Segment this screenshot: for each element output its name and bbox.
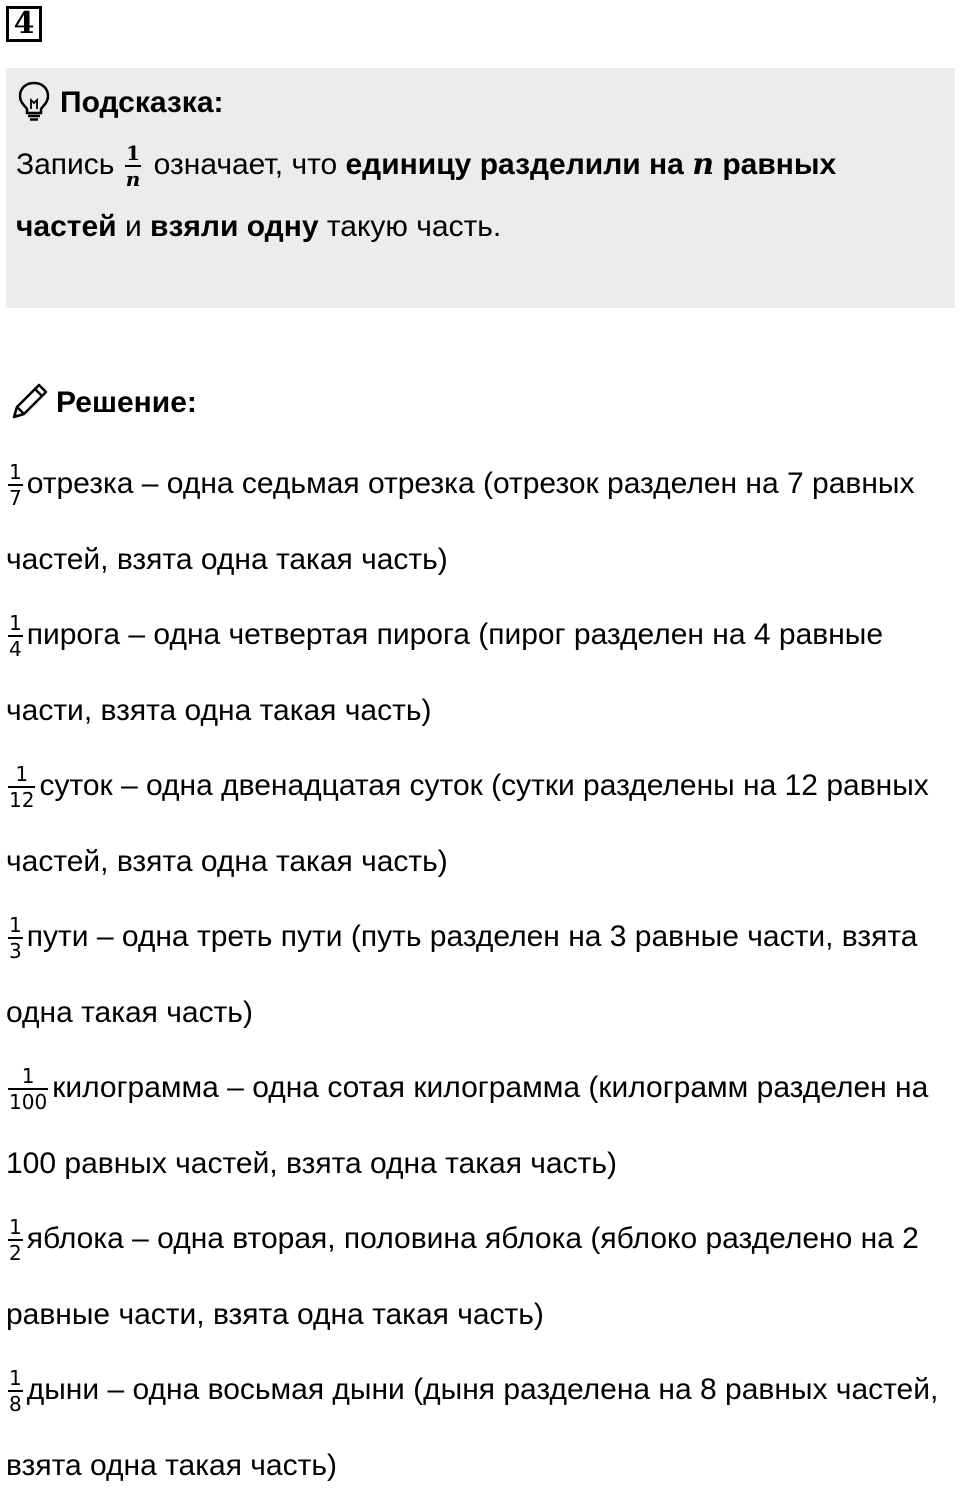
pencil-icon (8, 379, 52, 428)
fraction-numerator: 1 (15, 762, 29, 787)
fraction-denominator: n (125, 167, 141, 192)
fraction-denominator: 12 (9, 788, 35, 813)
solution-item (6, 899, 956, 1050)
fraction-numerator: 1 (9, 913, 22, 938)
hint-box (6, 68, 955, 308)
fraction-numerator: 1 (9, 460, 22, 485)
task-number: 4 (6, 6, 42, 42)
item-text: отрезка – одна седьмая отрезка (отрезок разделен на 7 равных частей, взята одна такая часть) (6, 467, 915, 576)
fraction-denominator: 3 (9, 939, 22, 964)
fraction-denominator: 7 (9, 486, 22, 511)
hint-title: Подсказка: (60, 86, 224, 119)
item-text: пути – одна треть пути (путь разделен на 3 равные части, взята одна такая часть) (6, 920, 918, 1029)
hint-bold-text: взяли одну (150, 210, 319, 243)
solution-item (6, 748, 956, 899)
fraction-numerator: 1 (9, 1366, 22, 1391)
fraction-numerator: 1 (9, 1215, 22, 1240)
fraction-denominator: 2 (9, 1241, 22, 1266)
solution-item (6, 1352, 956, 1503)
fraction-denominator: 100 (9, 1090, 48, 1115)
fraction-denominator: 8 (9, 1392, 22, 1417)
solution-item (6, 1201, 956, 1352)
solution-title: Решение: (56, 386, 197, 419)
hint-fraction (125, 142, 142, 190)
item-text: дыни – одна восьмая дыни (дыня разделена на 8 равных частей, взята одна такая часть) (6, 1373, 939, 1482)
solution-item (6, 446, 956, 597)
solution-header (8, 378, 197, 428)
lightbulb-icon (16, 80, 52, 127)
hint-bold-text: единицу разделили на (345, 148, 693, 181)
item-text: пирога – одна четвертая пирога (пирог разделен на 4 равные части, взята одна такая часть) (6, 618, 884, 727)
fraction-denominator: 4 (9, 637, 22, 662)
fraction-numerator: 1 (9, 611, 22, 636)
hint-text-part: и (116, 210, 151, 243)
fraction-numerator: 1 (126, 141, 141, 166)
item-text: килограмма – одна сотая килограмма (килограмм разделен на 100 равных частей, взята одна такая часть) (6, 1071, 929, 1180)
hint-bold-text: равных частей (16, 148, 837, 243)
hint-variable: n (692, 147, 714, 182)
hint-text-part: означает, что (145, 148, 346, 181)
solution-item (6, 1050, 956, 1201)
hint-text (16, 134, 945, 258)
hint-text-part: Запись (16, 148, 123, 181)
item-text: яблока – одна вторая, половина яблока (яблоко разделено на 2 равные части, взята одна такая часть) (6, 1222, 919, 1331)
hint-text-part: такую часть. (318, 210, 502, 243)
solution-list (6, 446, 956, 1503)
hint-header (16, 78, 945, 128)
item-text: суток – одна двенадцатая суток (сутки разделены на 12 равных частей, взята одна такая часть) (6, 769, 929, 878)
fraction-numerator: 1 (21, 1064, 35, 1089)
solution-item (6, 597, 956, 748)
